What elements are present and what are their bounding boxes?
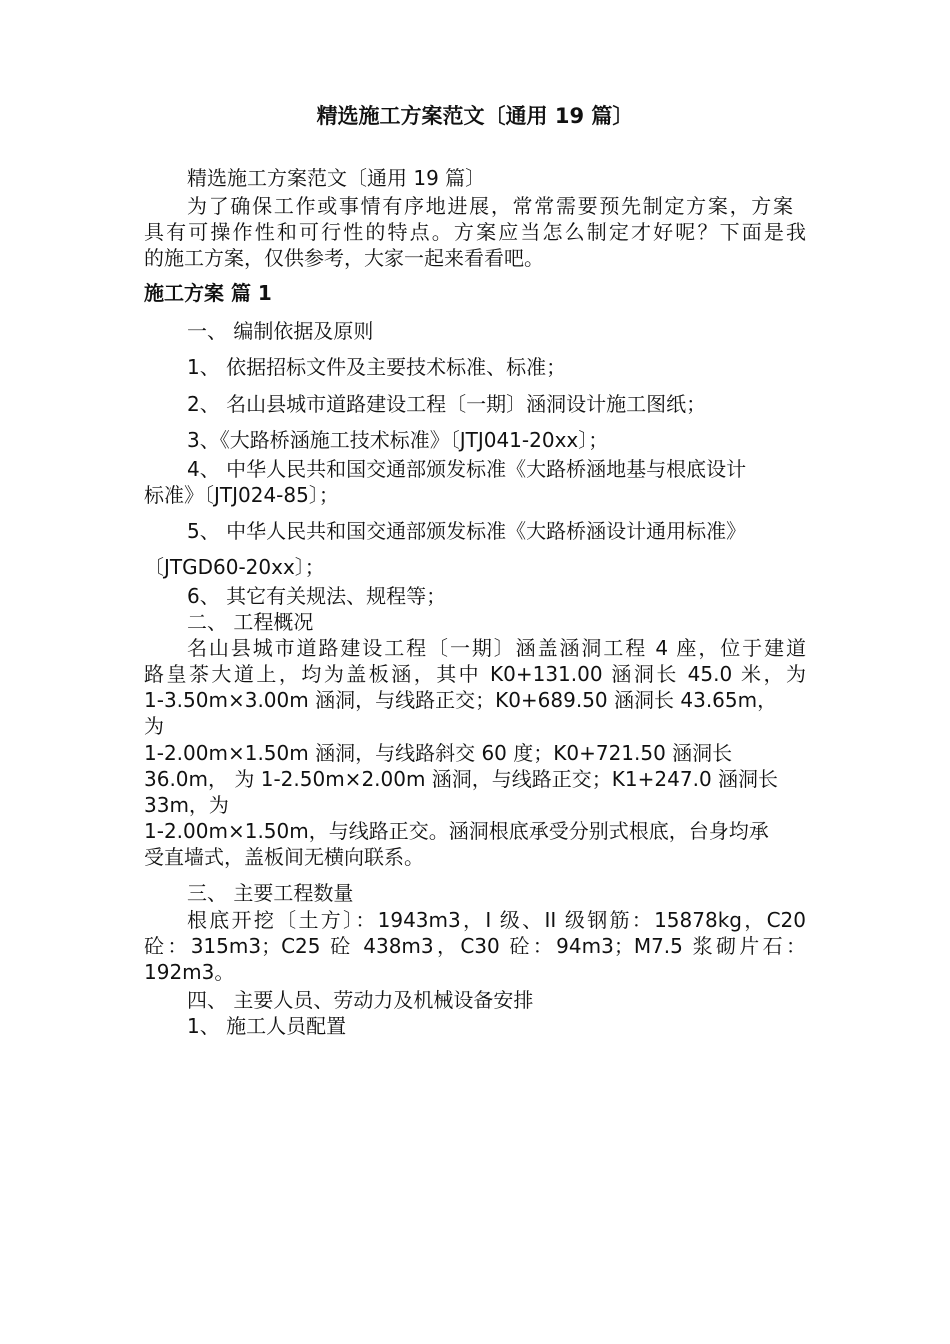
paragraph-line: 192m3。 [144,960,235,984]
intro-line: 具有可操作性和可行性的特点。方案应当怎么制定才好呢？下面是我 [144,220,806,244]
list-item: 2、 名山县城市道路建设工程〔一期〕涵洞设计施工图纸； [187,392,707,416]
paragraph-line: 受直墙式，盖板间无横向联系。 [144,845,424,869]
paragraph-line: 根底开挖〔土方〕：1943m3，I 级、II 级钢筋：15878kg，C20 [187,908,806,932]
subtitle-line: 精选施工方案范文〔通用 19 篇〕 [187,166,486,190]
list-item: 5、 中华人民共和国交通部颁发标准《大路桥涵设计通用标准》 [187,519,747,543]
list-item-continued: 标准》〔JTJ024-85〕； [144,483,339,507]
section-heading: 施工方案 篇 1 [144,281,272,305]
list-item: 1、 施工人员配置 [187,1014,347,1038]
outline-heading: 四、 主要人员、劳动力及机械设备安排 [187,988,534,1012]
outline-heading: 一、 编制依据及原则 [187,319,374,343]
outline-heading: 三、 主要工程数量 [187,881,354,905]
paragraph-line: 33m，为 [144,793,229,817]
list-item: 3、《大路桥涵施工技术标准》〔JTJ041-20xx〕； [187,428,609,452]
document-title: 精选施工方案范文〔通用 19 篇〕 [316,104,634,128]
list-item: 1、 依据招标文件及主要技术标准、标准； [187,355,567,379]
paragraph-line: 名山县城市道路建设工程〔一期〕涵盖涵洞工程 4 座，位于建道 [187,636,806,660]
paragraph-line: 1-2.00m×1.50m 涵洞，与线路斜交 60 度；K0+721.50 涵洞长 [144,741,733,765]
intro-line: 为了确保工作或事情有序地进展，常常需要预先制定方案，方案 [187,194,793,218]
paragraph-line: 1-3.50m×3.00m 涵洞，与线路正交；K0+689.50 涵洞长 43.65m， [144,688,778,712]
paragraph-line: 为 [144,714,164,738]
paragraph-line: 1-2.00m×1.50m，与线路正交。涵洞根底承受分别式根底，台身均承 [144,819,769,843]
paragraph-line: 36.0m， 为 1-2.50m×2.00m 涵洞，与线路正交；K1+247.0 涵洞长 [144,767,779,791]
outline-heading: 二、 工程概况 [187,610,314,634]
list-item-continued: 〔JTGD60-20xx〕； [144,555,325,579]
intro-line: 的施工方案，仅供参考，大家一起来看看吧。 [144,246,544,270]
list-item: 6、 其它有关规法、规程等； [187,584,447,608]
list-item: 4、 中华人民共和国交通部颁发标准《大路桥涵地基与根底设计 [187,457,747,481]
paragraph-line: 路皇茶大道上，均为盖板涵，其中 K0+131.00 涵洞长 45.0 米，为 [144,662,806,686]
paragraph-line: 砼：315m3；C25 砼 438m3，C30 砼：94m3；M7.5 浆砌片石： [144,934,806,958]
